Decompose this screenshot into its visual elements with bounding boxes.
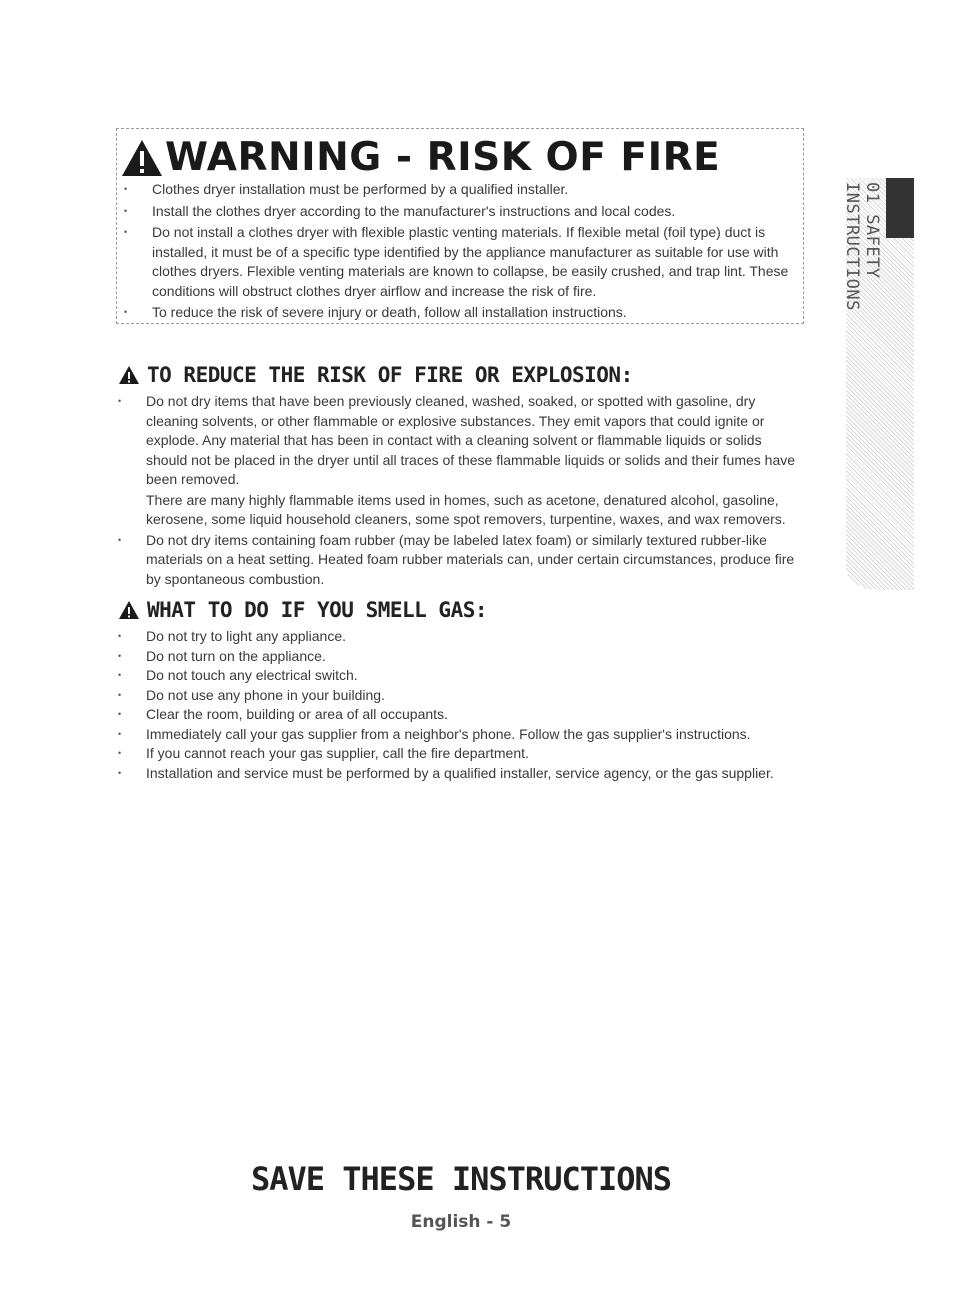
list-item: • Clothes dryer installation must be performed by a qualified installer. [152, 180, 792, 200]
list-item: • If you cannot reach your gas supplier, call the fire department. [146, 744, 806, 764]
smell-gas-title: WHAT TO DO IF YOU SMELL GAS: [147, 598, 488, 622]
fire-explosion-title: TO REDUCE THE RISK OF FIRE OR EXPLOSION: [147, 363, 633, 387]
list-item: There are many highly flammable items used in homes, such as acetone, denatured alcohol, gasoline, kerosene, some liquid household cleaners, some spot removers, turpentine, waxes, and wax removers. [146, 491, 786, 527]
list-item: • Do not touch any electrical switch. [146, 666, 806, 686]
list-item: • To reduce the risk of severe injury or death, follow all installation instructions. [152, 303, 792, 323]
list-item: • Do not use any phone in your building. [146, 686, 806, 706]
fire-explosion-heading [118, 361, 633, 389]
warning-heading [121, 135, 720, 181]
save-instructions-title: SAVE THESE INSTRUCTIONS [250, 1160, 672, 1198]
smell-gas-list [146, 627, 806, 783]
fire-explosion-list [146, 392, 806, 590]
page-number: English - 5 [410, 1212, 512, 1232]
chapter-tab-label: 01 SAFETY INSTRUCTIONS [842, 182, 882, 311]
list-item: • Installation and service must be performed by a qualified installer, service agency, or the gas supplier. [146, 764, 806, 784]
warning-triangle-icon [118, 600, 140, 620]
list-item: • Install the clothes dryer according to the manufacturer's instructions and local codes. [152, 202, 792, 222]
list-item: • Do not dry items containing foam rubber (may be labeled latex foam) or similarly textured rubber-like materials on a heat setting. Heated foam rubber materials can, under certain circumstances, produce fire by spontaneous combustion. [146, 531, 806, 590]
warning-list [152, 180, 792, 325]
list-item: • Immediately call your gas supplier from a neighbor's phone. Follow the gas supplier's instructions. [146, 725, 806, 745]
warning-triangle-icon [118, 365, 140, 385]
list-item: • Do not try to light any appliance. [146, 627, 806, 647]
warning-title: WARNING - RISK OF FIRE [165, 135, 721, 180]
smell-gas-heading [118, 596, 487, 624]
list-item: • Do not turn on the appliance. [146, 647, 806, 667]
tab-marker [886, 178, 914, 238]
chapter-tab [842, 178, 914, 590]
list-item: • Clear the room, building or area of all occupants. [146, 705, 806, 725]
list-item: • Do not install a clothes dryer with flexible plastic venting materials. If flexible metal (foil type) duct is installed, it must be of a specific type identified by the appliance manufacturer as suitable for use with clothes dryers. Flexible venting materials are known to collapse, be easily crushed, and trap lint. These conditions will obstruct clothes dryer airflow and increase the risk of fire. [152, 223, 792, 301]
list-item: • Do not dry items that have been previously cleaned, washed, soaked, or spotted with gasoline, dry cleaning solvents, or other flammable or explosive substances. They emit vapors that could ignite or explode. Any material that has been in contact with a cleaning solvent or flammable liquids or solids should not be placed in the dryer until all traces of these flammable liquids or solids and their fumes have been removed. [146, 392, 806, 490]
warning-triangle-icon [121, 138, 163, 178]
